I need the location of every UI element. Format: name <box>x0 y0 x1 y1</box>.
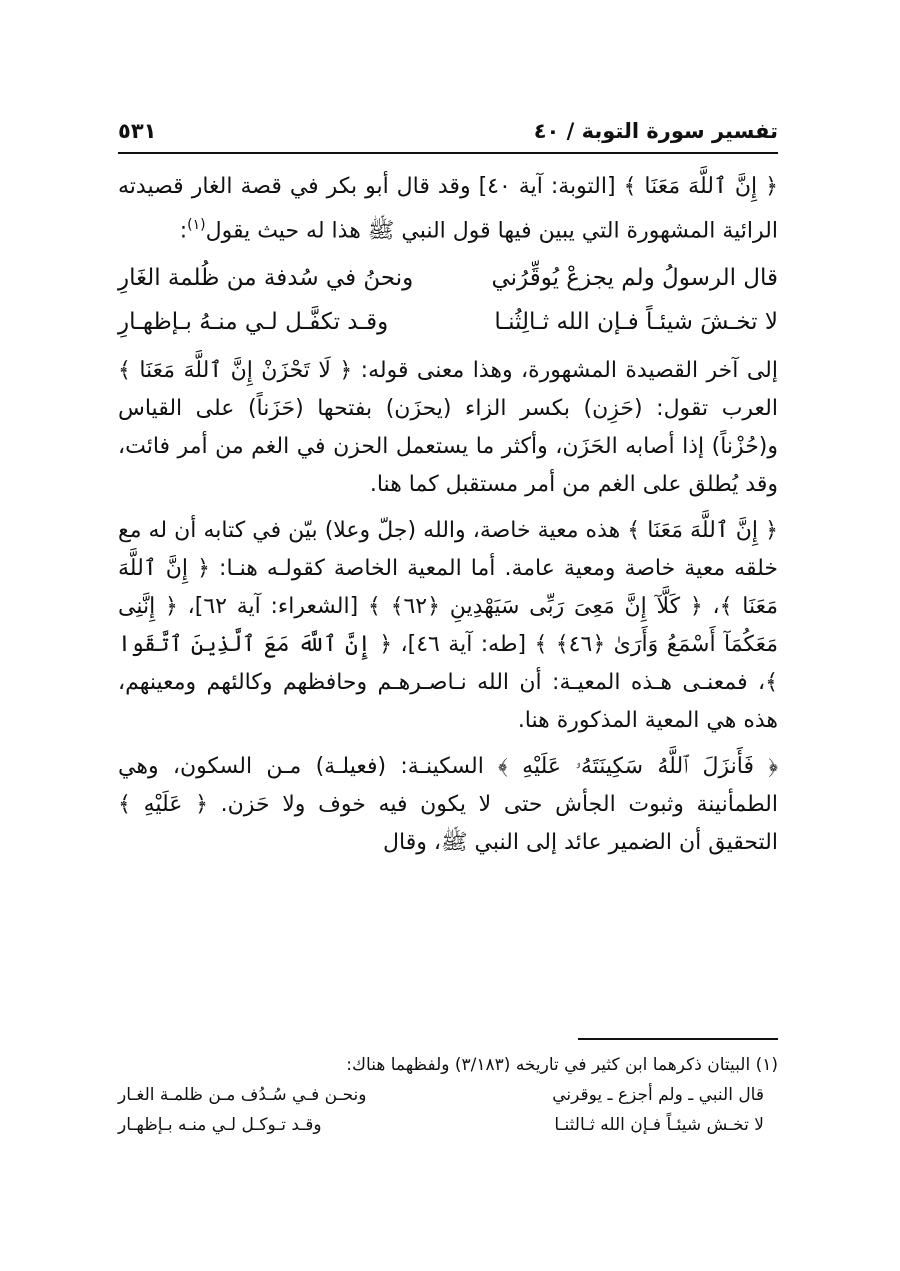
paragraph-text: هذه معية خاصة، والله (جلّ وعلا) بيّن في كتابه أن له مع خلقه معية خاصة ومعية عامة. أما المعية الخاصة كقولـه هنـا: <box>118 518 778 582</box>
citation: [طه: آية ٤٦]، <box>392 632 535 658</box>
paragraph-3 <box>118 512 778 740</box>
quran-quote: ﴿ إِنَّ ٱللَّهَ مَعَنَا ﴾ <box>627 518 778 544</box>
paragraph-4 <box>118 748 778 862</box>
paragraph-text: التحقيق أن الضمير عائد إلى النبي ﷺ، وقال <box>383 830 778 856</box>
page-number: ٥٣١ <box>118 119 157 143</box>
quran-quote: ﴿ إِنَّ ٱللَّهَ مَعَنَا ﴾ <box>623 174 778 199</box>
footnotes <box>118 1050 778 1140</box>
running-header <box>118 112 778 150</box>
hemistich-left: ونحنُ في سُدفة من ظُلمة الغَارِ <box>118 265 414 292</box>
header-title: تفسير سورة التوبة / ٤٠ <box>533 119 778 143</box>
hemistich-left: وقـد تكفَّـل لـي منـهُ بـإظهـارِ <box>118 309 389 336</box>
footnote-1: (١) البيتان ذكرهما ابن كثير في تاريخه (٣/١٨٣) ولفظهما هناك: <box>346 1055 778 1075</box>
quran-quote: ﴿ عَلَيْهِ ﴾ <box>118 792 208 818</box>
footnote-verse-2 <box>118 1110 778 1140</box>
colon: : <box>179 218 188 244</box>
quran-quote: ﴿ إِنَّ ٱللَّهَ مَعَ ٱلَّذِينَ ٱتَّقَوا ﴾ <box>118 632 778 696</box>
quran-quote: ﴿ لَا تَحْزَنْ إِنَّ ٱللَّهَ مَعَنَا ﴾ <box>118 358 353 384</box>
paragraph-1 <box>118 168 778 250</box>
hemistich-left: ونحـن فـي سُـدُف مـن ظلمـة الغـار <box>118 1085 367 1105</box>
header-divider <box>118 152 778 154</box>
hemistich-right: قال النبي ـ ولم أجزع ـ يوقرني <box>552 1085 764 1105</box>
poem-line-1 <box>118 258 778 298</box>
quran-quote: ﴿ فَأَنزَلَ ٱللَّهُ سَكِينَتَهُۥ عَلَيْهِ ﴾ <box>498 754 778 780</box>
paragraph-text: السكينـة: (فعيلـة) مـن السكون، وهي الطمأنينة وثبوت الجأش حتى لا يكون فيه خوف ولا حَزن. <box>118 754 778 818</box>
footnote-divider <box>578 1038 778 1040</box>
separator: ، <box>702 594 720 620</box>
quran-quote: ﴿ إِنَّ ٱللَّهَ مَعَنَا ﴾ <box>118 556 779 620</box>
hemistich-right: لا تخـشَ شيئـاً فـإن الله ثـالِثُنـا <box>494 309 778 336</box>
footnote-ref[interactable]: (١) <box>187 217 206 233</box>
hemistich-right: قال الرسولُ ولم يجزعْ يُوقِّرُني <box>491 265 778 292</box>
paragraph-2 <box>118 352 778 504</box>
hemistich-right: لا تخـش شيئـاً فـإن الله ثـالثنـا <box>554 1115 764 1135</box>
paragraph-text: ، فمعنـى هـذه المعيـة: أن الله نـاصـرهـم وحافظهم وكالئهم ومعينهم، هذه هي المعية المذكورة هنا. <box>118 670 778 734</box>
hemistich-left: وقـد تـوكـل لـي منـه بـإظهـار <box>118 1115 322 1135</box>
paragraph-text: العرب تقول: (حَزِن) بكسر الزاء (يحزَن) بفتحها (حَزَناً) على القياس و(حُزْناً) إذا أصابه الحَزَن، وأكثر ما يستعمل الحزن في الغم من أمر فائت، وقد يُطلق على الغم من أمر مستقبل كما هنا. <box>118 396 778 498</box>
main-text <box>118 168 778 870</box>
quran-quote: ﴿ إِنَّنِى مَعَكُمَآ أَسْمَعُ وَأَرَىٰ ﴿٤٦﴾ ﴾ <box>118 594 778 658</box>
footnote-verse-1 <box>118 1080 778 1110</box>
citation: [الشعراء: آية ٦٢]، <box>177 594 368 620</box>
poem-line-2 <box>118 302 778 342</box>
paragraph-text: إلى آخر القصيدة المشهورة، وهذا معنى قوله: <box>352 358 778 384</box>
quran-quote: ﴿ كَلَّآ إِنَّ مَعِىَ رَبِّى سَيَهْدِينِ ﴿٦٢﴾ ﴾ <box>367 594 703 620</box>
paragraph-text: [التوبة: آية ٤٠] وقد قال أبو بكر في قصة الغار قصيدته الرائية المشهورة التي يبين فيها قول النبي ﷺ هذا له حيث يقول <box>118 174 778 244</box>
